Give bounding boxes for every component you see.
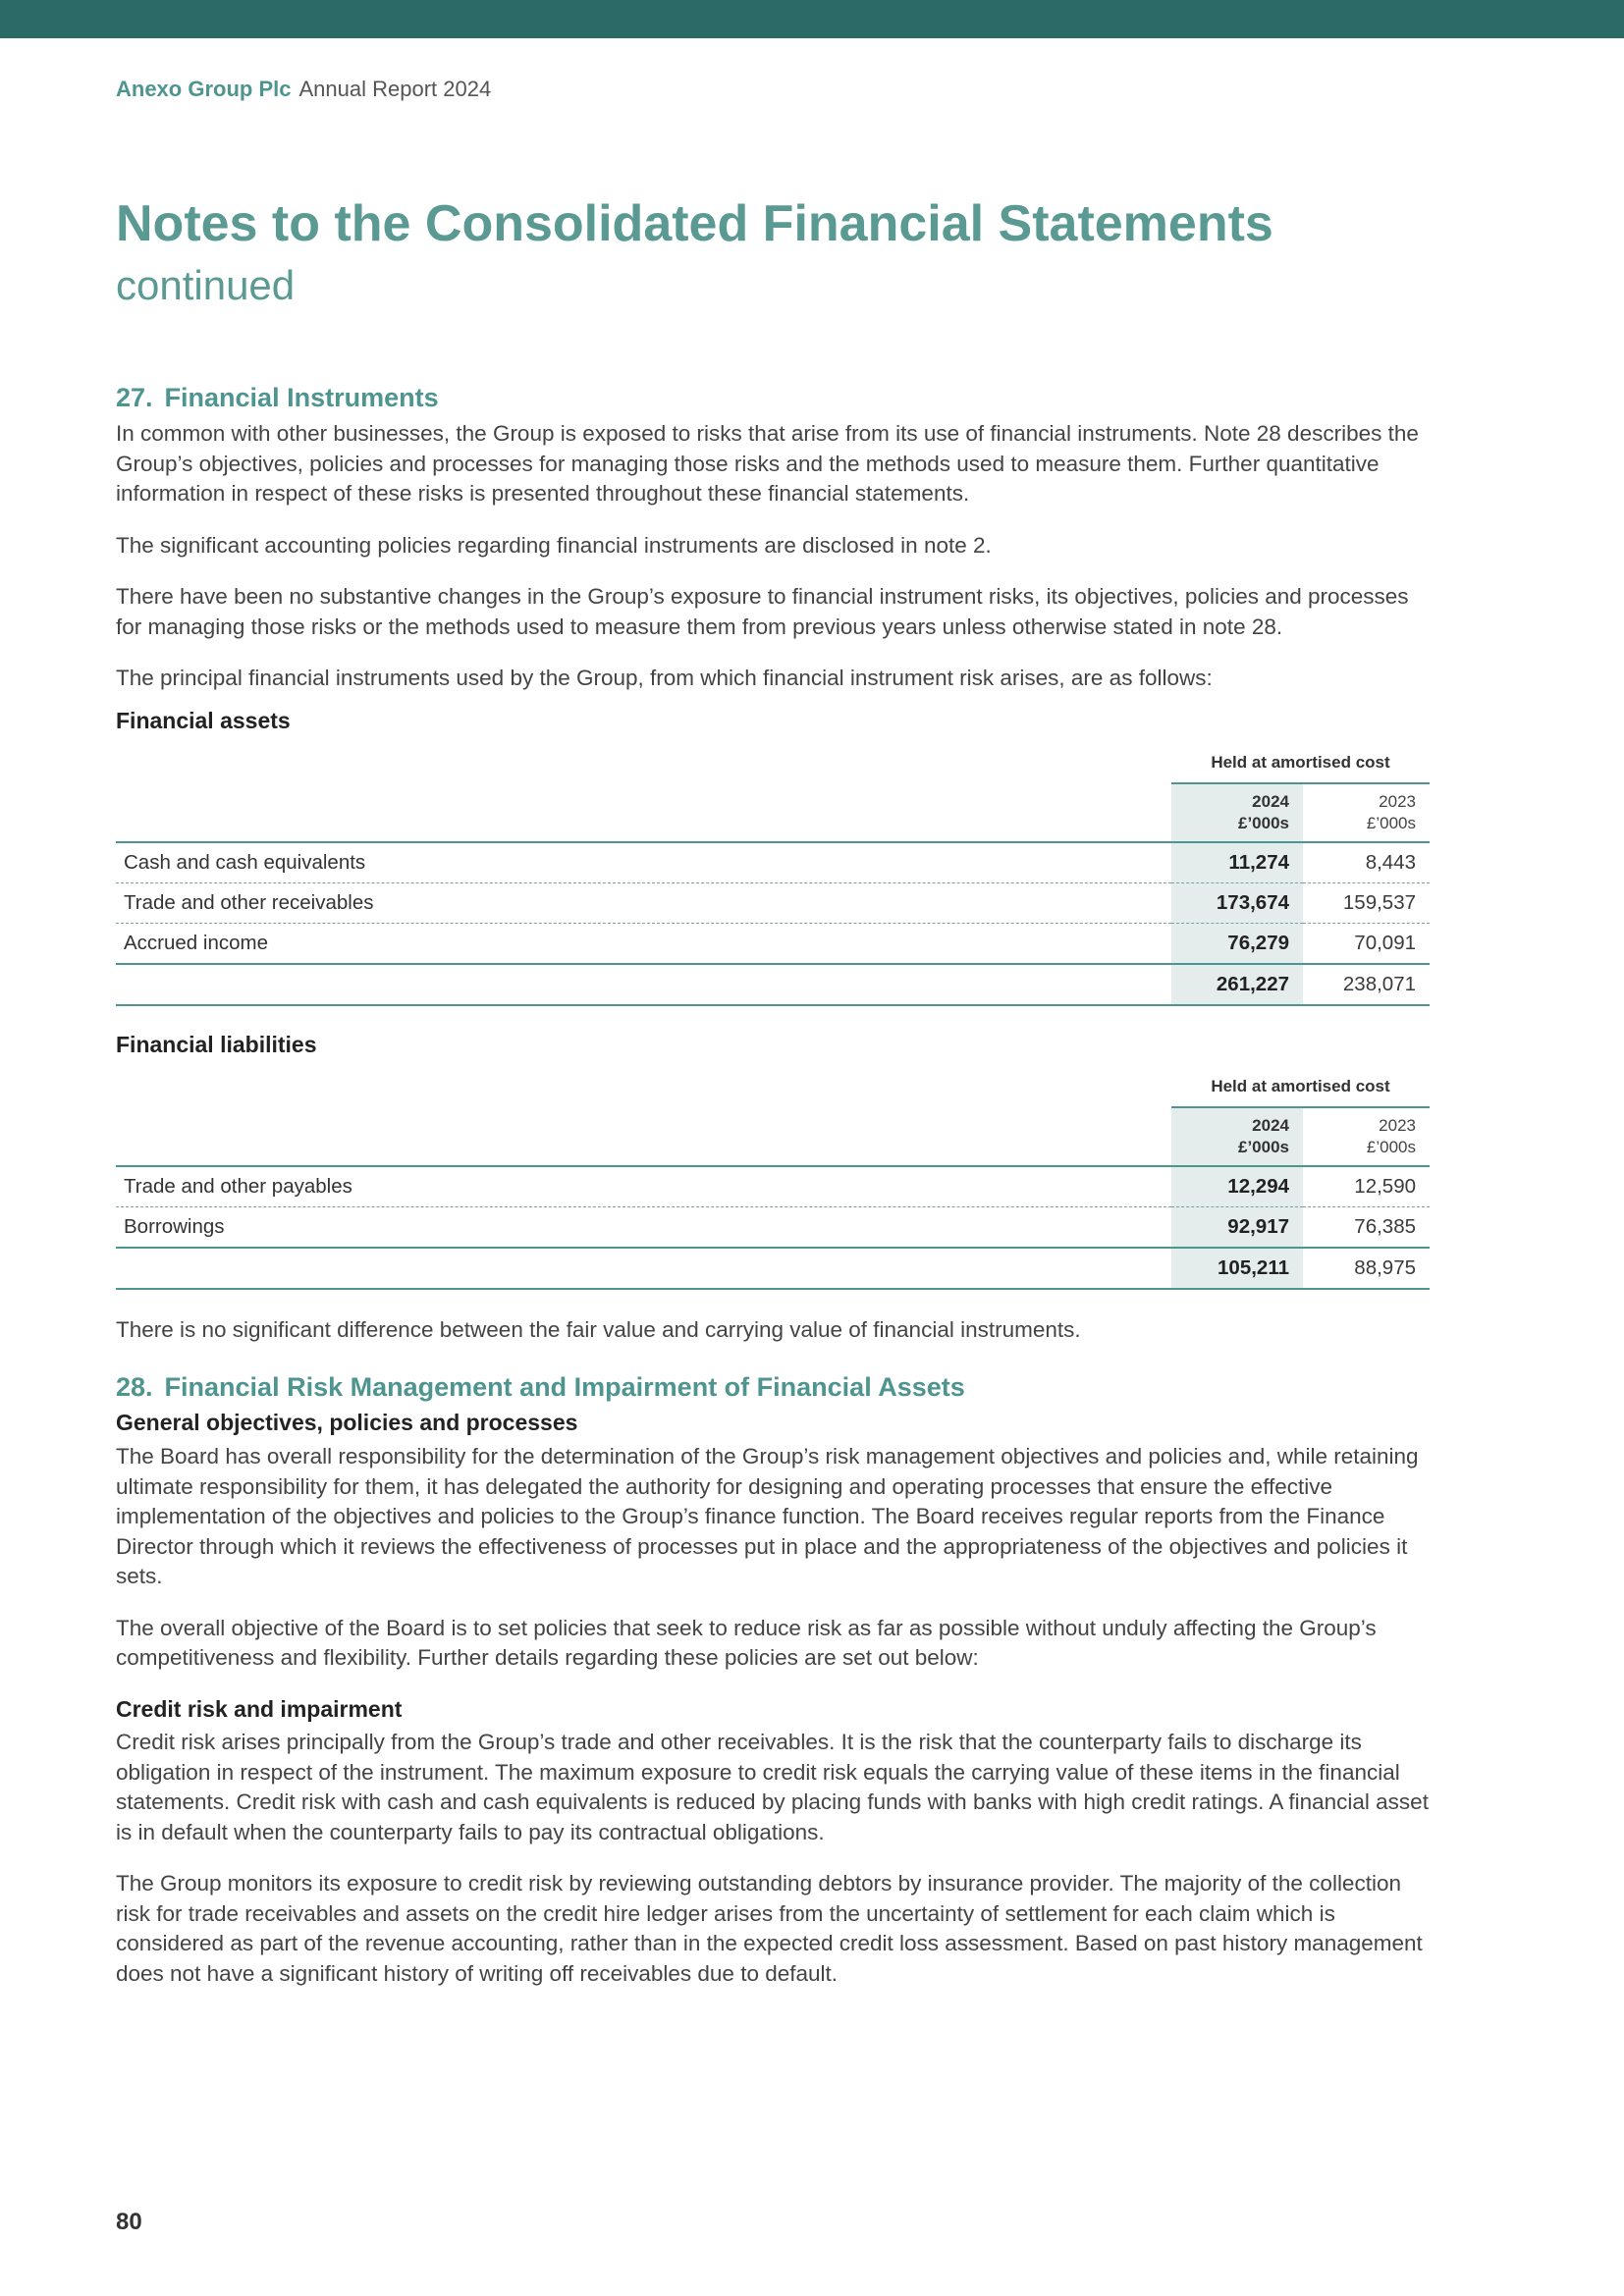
running-header bbox=[116, 77, 491, 102]
report-name: Annual Report 2024 bbox=[298, 77, 492, 101]
section-28-heading bbox=[116, 1370, 1432, 1405]
page-subtitle: continued bbox=[116, 262, 296, 308]
closing-statement: There is no significant difference between the fair value and carrying value of financial instruments. bbox=[116, 1316, 1081, 1342]
section-number: 28. bbox=[116, 1372, 153, 1403]
group-header: Held at amortised cost bbox=[1171, 744, 1430, 783]
page-title: Notes to the Consolidated Financial Statements bbox=[116, 195, 1273, 252]
group-header: Held at amortised cost bbox=[1171, 1068, 1430, 1107]
total-row: 261,227 238,071 bbox=[116, 964, 1430, 1005]
table-row: Trade and other receivables 173,674 159,537 bbox=[116, 882, 1430, 923]
financial-liabilities-table bbox=[116, 1068, 1430, 1290]
column-header-2024: 2024 £’000s bbox=[1171, 1107, 1303, 1166]
section-27-heading bbox=[116, 381, 1432, 415]
top-color-bar bbox=[0, 0, 1624, 38]
financial-liabilities-label: Financial liabilities bbox=[116, 1031, 317, 1057]
company-name: Anexo Group Plc bbox=[116, 77, 292, 101]
main-content bbox=[116, 381, 1432, 2010]
financial-assets-label: Financial assets bbox=[116, 707, 291, 733]
paragraph: The significant accounting policies regarding financial instruments are disclosed in note 2. bbox=[116, 532, 992, 558]
paragraph: In common with other businesses, the Group is exposed to risks that arise from its use of financial instruments. Note 28 describes the Group’s objectives, policies and processes for managing those risks and the methods used to measure them. Further quantitative information in respect of these risks is presented throughout these financial statements. bbox=[116, 421, 1419, 507]
page-number: 80 bbox=[116, 2209, 142, 2235]
section-title: Financial Instruments bbox=[164, 383, 439, 412]
paragraph: The Group monitors its exposure to credit risk by reviewing outstanding debtors by insurance provider. The majority of the collection risk for trade receivables and assets on the credit hire ledger arises from the uncertainty of settlement for each claim which is considered as part of the revenue accounting, rather than in the expected credit loss assessment. Based on past history management does not have a significant history of writing off receivables due to default. bbox=[116, 1871, 1423, 1986]
financial-assets-table bbox=[116, 744, 1430, 1006]
column-header-2023: 2023 £’000s bbox=[1303, 783, 1430, 842]
total-row: 105,211 88,975 bbox=[116, 1248, 1430, 1289]
table-row: Cash and cash equivalents 11,274 8,443 bbox=[116, 842, 1430, 883]
table-row: Accrued income 76,279 70,091 bbox=[116, 923, 1430, 964]
subheading-credit-risk: Credit risk and impairment bbox=[116, 1695, 403, 1722]
column-header-2023: 2023 £’000s bbox=[1303, 1107, 1430, 1166]
column-header-2024: 2024 £’000s bbox=[1171, 783, 1303, 842]
paragraph: The Board has overall responsibility for the determination of the Group’s risk management objectives and policies and, while retaining ultimate responsibility for them, it has delegated the authority for designing and operating processes that ensure the effective implementation of the objectives and policies to the Group’s finance function. The Board receives regular reports from the Finance Director through which it reviews the effectiveness of processes put in place and the appropriateness of the objectives and policies it sets. bbox=[116, 1444, 1419, 1589]
paragraph: There have been no substantive changes in the Group’s exposure to financial instrument risks, its objectives, policies and processes for managing those risks or the methods used to measure them from previous years unless otherwise stated in note 28. bbox=[116, 584, 1409, 639]
section-number: 27. bbox=[116, 383, 153, 412]
table-row: Trade and other payables 12,294 12,590 bbox=[116, 1166, 1430, 1207]
section-title: Financial Risk Management and Impairment of Financial Assets bbox=[164, 1372, 965, 1403]
paragraph: The overall objective of the Board is to set policies that seek to reduce risk as far as possible without unduly affecting the Group’s competitiveness and flexibility. Further details regarding these policies are set out below: bbox=[116, 1615, 1377, 1671]
paragraph: The principal financial instruments used by the Group, from which financial instrument risk arises, are as follows: bbox=[116, 666, 1213, 691]
subheading-general-objectives: General objectives, policies and processes bbox=[116, 1410, 578, 1436]
paragraph: Credit risk arises principally from the Group’s trade and other receivables. It is the risk that the counterparty fails to discharge its obligation in respect of the instrument. The maximum exposure to credit risk equals the carrying value of these items in the financial statements. Credit risk with cash and cash equivalents is reduced by placing funds with banks with high credit ratings. A financial asset is in default when the counterparty fails to pay its contractual obligations. bbox=[116, 1730, 1429, 1844]
table-row: Borrowings 92,917 76,385 bbox=[116, 1206, 1430, 1248]
